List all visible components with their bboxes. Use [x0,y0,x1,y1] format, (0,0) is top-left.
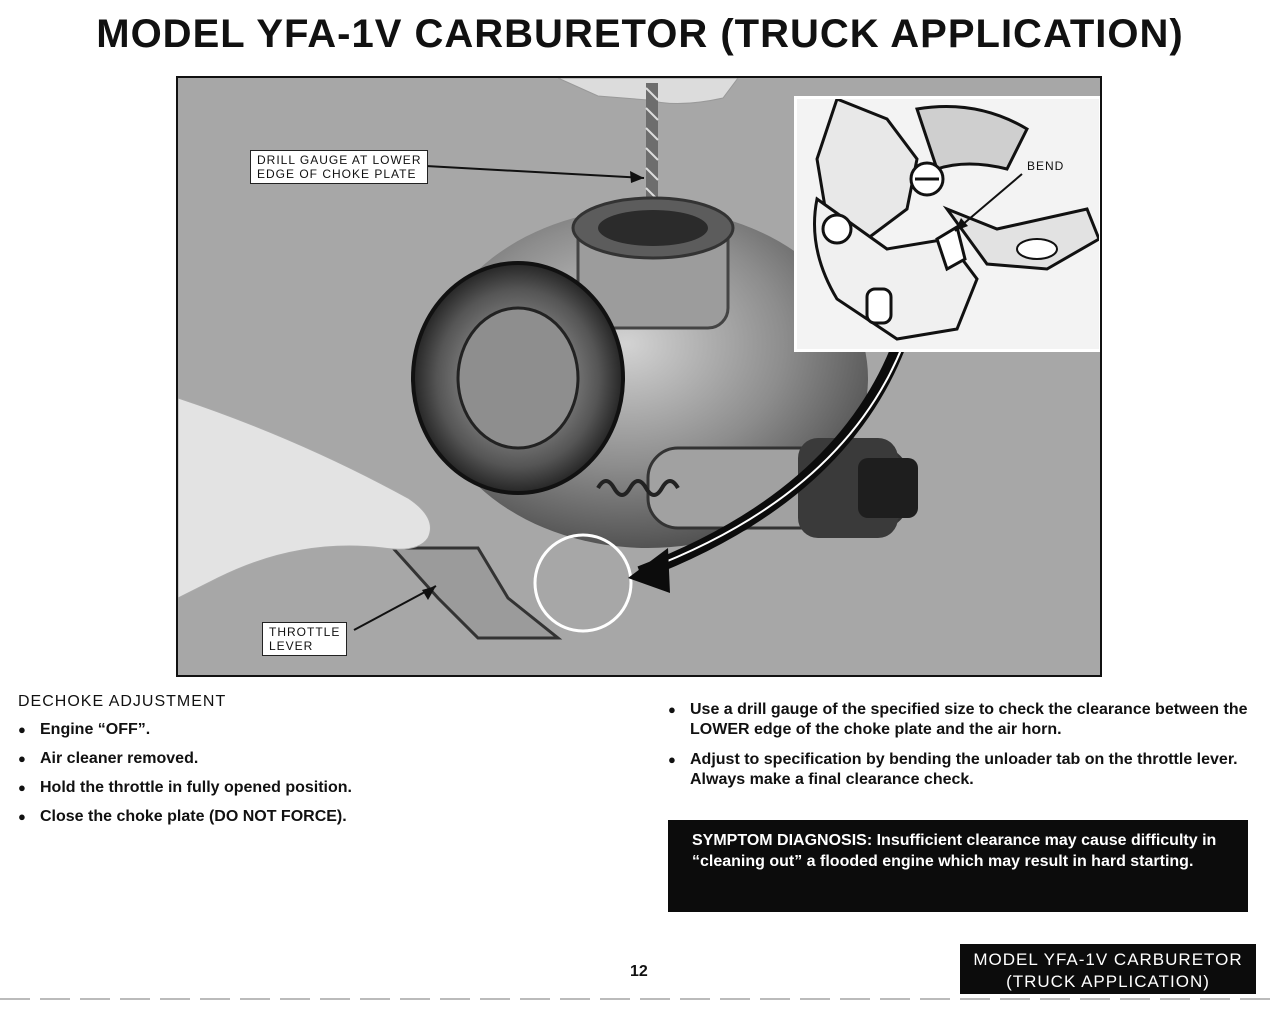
bottom-divider [0,998,1280,1000]
inset-bend-label: BEND [1027,159,1065,173]
footer-line1: MODEL YFA-1V CARBURETOR [973,950,1243,969]
callout-throttle-line1: THROTTLE [269,625,341,639]
footer-model-tag [960,944,1256,994]
page-number: 12 [630,963,648,980]
steps-list [668,700,1253,790]
list-item: ● Close the choke plate (DO NOT FORCE). [18,807,618,827]
callout-drill-line2: EDGE OF CHOKE PLATE [257,167,417,181]
section-heading: DECHOKE ADJUSTMENT [18,693,227,710]
callout-throttle-lever [262,622,347,656]
bend-detail-inset [794,96,1102,352]
carburetor-photo [176,76,1102,677]
list-item: ● Air cleaner removed. [18,749,618,769]
list-item: ● Hold the throttle in fully opened position. [18,778,618,798]
list-item: ● Engine “OFF”. [18,720,618,740]
callout-throttle-line2: LEVER [269,639,314,653]
bend-detail-illustration [797,99,1099,349]
list-item: ● Adjust to specification by bending the unloader tab on the throttle lever. Always make a final clearance check. [668,750,1253,790]
dechoke-steps [668,700,1253,800]
callout-drill-gauge [250,150,428,184]
conditions-list [18,720,618,827]
symptom-diagnosis-box: SYMPTOM DIAGNOSIS: Insufficient clearance may cause difficulty in “cleaning out” a flooded engine which may result in hard starting. [668,820,1248,912]
list-item: ● Use a drill gauge of the specified size to check the clearance between the LOWER edge of the choke plate and the air horn. [668,700,1253,740]
callout-drill-line1: DRILL GAUGE AT LOWER [257,153,422,167]
page-title: MODEL YFA-1V CARBURETOR (TRUCK APPLICATION) [96,12,1184,56]
dechoke-conditions [18,692,618,836]
footer-line2: (TRUCK APPLICATION) [1006,972,1210,991]
